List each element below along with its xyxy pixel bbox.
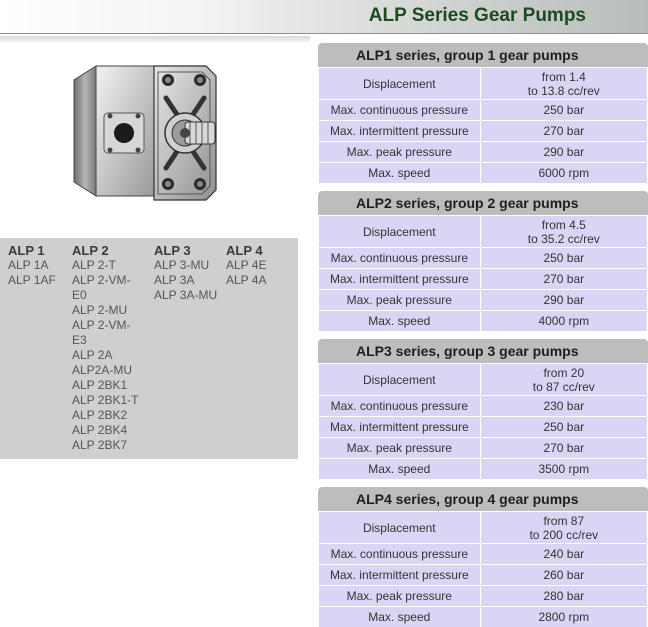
model-item: ALP 3A-MU — [154, 288, 218, 302]
spec-label: Max. peak pressure — [319, 586, 481, 607]
series-title: ALP2 series, group 2 gear pumps — [318, 191, 648, 215]
table-row — [319, 163, 648, 184]
model-group-heading: ALP 2 — [72, 243, 109, 258]
table-row — [319, 544, 648, 565]
model-item: ALP 4E — [226, 258, 267, 272]
spec-table — [318, 215, 648, 332]
page-title: ALP Series Gear Pumps — [368, 5, 586, 26]
table-row — [319, 142, 648, 163]
spec-label: Max. continuous pressure — [319, 396, 481, 417]
spec-value-line: to 35.2 cc/rev — [527, 231, 600, 246]
model-column-alp4 — [226, 243, 266, 288]
spec-value-line: from 1.4 — [541, 69, 586, 84]
spec-table — [318, 363, 648, 480]
table-row — [319, 417, 648, 438]
spec-value — [480, 68, 647, 100]
spec-label: Max. intermittent pressure — [319, 565, 481, 586]
spec-value-line: to 200 cc/rev — [529, 527, 599, 542]
gear-pump-image — [66, 58, 226, 208]
spec-label: Max. speed — [319, 311, 481, 332]
model-item: ALP2A-MU — [72, 363, 133, 377]
spec-value: 3500 rpm — [480, 459, 647, 480]
series-table-alp3 — [318, 339, 648, 480]
spec-value: 250 bar — [480, 100, 647, 121]
spec-label: Displacement — [319, 68, 481, 100]
model-column-alp3 — [154, 243, 217, 303]
spec-label: Max. speed — [319, 607, 481, 627]
model-item: ALP 4A — [226, 273, 267, 287]
model-item: ALP 2-VM- — [72, 318, 131, 332]
spec-label: Displacement — [319, 512, 481, 544]
spec-value: 230 bar — [480, 396, 647, 417]
table-row — [319, 216, 648, 248]
model-item: ALP 2-VM- — [72, 273, 131, 287]
spec-value: 270 bar — [480, 438, 647, 459]
model-item: ALP 2BK4 — [72, 423, 128, 437]
table-row — [319, 248, 648, 269]
table-row — [319, 586, 648, 607]
model-group-heading: ALP 4 — [226, 243, 263, 258]
table-row — [319, 459, 648, 480]
spec-label: Max. peak pressure — [319, 290, 481, 311]
table-row — [319, 607, 648, 627]
model-item: ALP 1AF — [8, 273, 56, 287]
spec-value: 240 bar — [480, 544, 647, 565]
model-item: E0 — [72, 288, 87, 302]
spec-value: 260 bar — [480, 565, 647, 586]
model-item: ALP 2BK1 — [72, 378, 128, 392]
spec-value — [480, 364, 647, 396]
spec-value-line: to 13.8 cc/rev — [527, 83, 600, 98]
model-item: ALP 2BK1-T — [72, 393, 139, 407]
spec-value: 280 bar — [480, 586, 647, 607]
spec-value-line: from 20 — [543, 365, 585, 380]
spec-value: 290 bar — [480, 290, 647, 311]
model-item: ALP 3A — [154, 273, 195, 287]
spec-label: Max. speed — [319, 163, 481, 184]
spec-label: Displacement — [319, 216, 481, 248]
series-table-alp1 — [318, 43, 648, 184]
table-row — [319, 396, 648, 417]
spec-value: 250 bar — [480, 417, 647, 438]
series-title: ALP4 series, group 4 gear pumps — [318, 487, 648, 511]
model-item: ALP 2BK7 — [72, 438, 128, 452]
header-bar — [0, 0, 648, 34]
table-row — [319, 121, 648, 142]
table-row — [319, 565, 648, 586]
model-item: ALP 3-MU — [154, 258, 210, 272]
table-row — [319, 100, 648, 121]
table-row — [319, 68, 648, 100]
spec-label: Max. intermittent pressure — [319, 269, 481, 290]
model-item: ALP 1A — [8, 258, 49, 272]
model-column-alp2 — [72, 243, 148, 453]
series-table-alp4 — [318, 487, 648, 627]
spec-label: Max. speed — [319, 459, 481, 480]
model-item: E3 — [72, 333, 87, 347]
spec-value-line: from 4.5 — [541, 217, 586, 232]
series-title: ALP1 series, group 1 gear pumps — [318, 43, 648, 67]
spec-value — [480, 512, 647, 544]
spec-value-line: to 87 cc/rev — [532, 379, 595, 394]
spec-value-line: from 87 — [543, 513, 585, 528]
spec-value: 290 bar — [480, 142, 647, 163]
table-row — [319, 290, 648, 311]
spec-label: Displacement — [319, 364, 481, 396]
table-row — [319, 311, 648, 332]
spec-label: Max. peak pressure — [319, 438, 481, 459]
model-column-alp1 — [8, 243, 56, 288]
table-row — [319, 269, 648, 290]
spec-label: Max. peak pressure — [319, 142, 481, 163]
model-group-heading: ALP 3 — [154, 243, 191, 258]
spec-value: 250 bar — [480, 248, 647, 269]
spec-table — [318, 67, 648, 184]
spec-label: Max. continuous pressure — [319, 544, 481, 565]
spec-value: 2800 rpm — [480, 607, 647, 627]
models-panel — [0, 238, 298, 459]
series-title: ALP3 series, group 3 gear pumps — [318, 339, 648, 363]
spec-table — [318, 511, 648, 627]
spec-label: Max. intermittent pressure — [319, 121, 481, 142]
spec-label: Max. continuous pressure — [319, 100, 481, 121]
table-row — [319, 512, 648, 544]
table-row — [319, 438, 648, 459]
model-item: ALP 2BK2 — [72, 408, 128, 422]
spec-label: Max. intermittent pressure — [319, 417, 481, 438]
spec-value: 270 bar — [480, 121, 647, 142]
spec-value: 6000 rpm — [480, 163, 647, 184]
header-divider — [0, 36, 310, 42]
model-group-heading: ALP 1 — [8, 243, 45, 258]
series-table-alp2 — [318, 191, 648, 332]
spec-value: 4000 rpm — [480, 311, 647, 332]
table-row — [319, 364, 648, 396]
model-item: ALP 2A — [72, 348, 113, 362]
spec-value — [480, 216, 647, 248]
model-item: ALP 2-MU — [72, 303, 128, 317]
spec-value: 270 bar — [480, 269, 647, 290]
spec-label: Max. continuous pressure — [319, 248, 481, 269]
model-item: ALP 2-T — [72, 258, 116, 272]
